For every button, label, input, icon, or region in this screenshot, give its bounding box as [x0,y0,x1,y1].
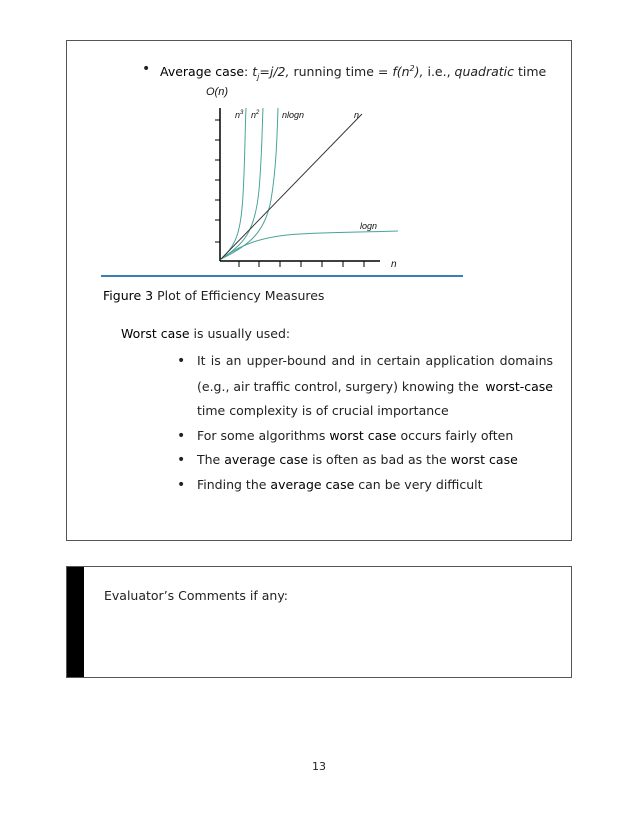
x-axis-label: n [391,259,397,270]
bullet-dot: • [177,428,186,444]
quadratic-term: quadratic [454,64,515,80]
average-case-term: Average case [160,64,245,80]
curve-n [221,114,362,259]
figure-caption-number: Figure 3 [103,288,154,303]
label-n2: $n^2$ [251,110,260,120]
worst-bullet-1-line-1: It is an upper-bound and in certain application domains [197,353,553,368]
worst-bullet-1-line-3: time complexity is of crucial importance [197,403,449,418]
worst-case-term: worst case [450,452,518,467]
label-n3: $n^3$ [235,110,244,120]
worst-bullet-3: The average case is often as bad as the worst case [197,452,518,467]
page-number: 13 [312,760,326,773]
worst-case-term: Worst case [121,326,190,341]
bullet-dot: • [142,61,151,77]
efficiency-plot [0,0,638,300]
curve-n2 [221,108,263,259]
bullet-dot: • [177,353,186,369]
figure-separator [101,275,463,277]
label-n: n [354,110,360,120]
label-nlogn: nlogn [282,110,305,120]
worst-bullet-2: For some algorithms worst case occurs fairly often [197,428,514,443]
average-case-term: average case [224,452,309,467]
worst-case-term: worst case [329,428,397,443]
average-case-line: Average case: $t_j=j/2$, running time = $f(n^2)$, i.e., quadratic time [160,64,547,82]
y-axis-label: O(n) [206,86,228,98]
label-logn: logn [360,221,378,231]
worst-bullet-4: Finding the average case can be very difficult [197,477,483,492]
worst-case-term: worst-case [485,379,553,394]
t-var: t [252,64,258,80]
x-ticks [239,261,364,267]
average-case-term: average case [270,477,355,492]
evaluator-comments-label: Evaluator’s Comments if any: [104,588,289,603]
evaluator-box [66,566,572,678]
bullet-dot: • [177,477,186,493]
worst-case-intro: Worst case is usually used: [121,326,291,341]
curve-nlogn [221,108,278,259]
curve-logn [221,231,398,259]
curve-n3 [221,108,246,259]
evaluator-side-bar [67,567,84,677]
figure-caption-text: Plot of Efficiency Measures [153,288,325,303]
figure-caption [103,288,324,304]
bullet-dot: • [177,452,186,468]
worst-bullet-1-line-2: (e.g., air traffic control, surgery) knowing the worst-case [197,379,553,394]
